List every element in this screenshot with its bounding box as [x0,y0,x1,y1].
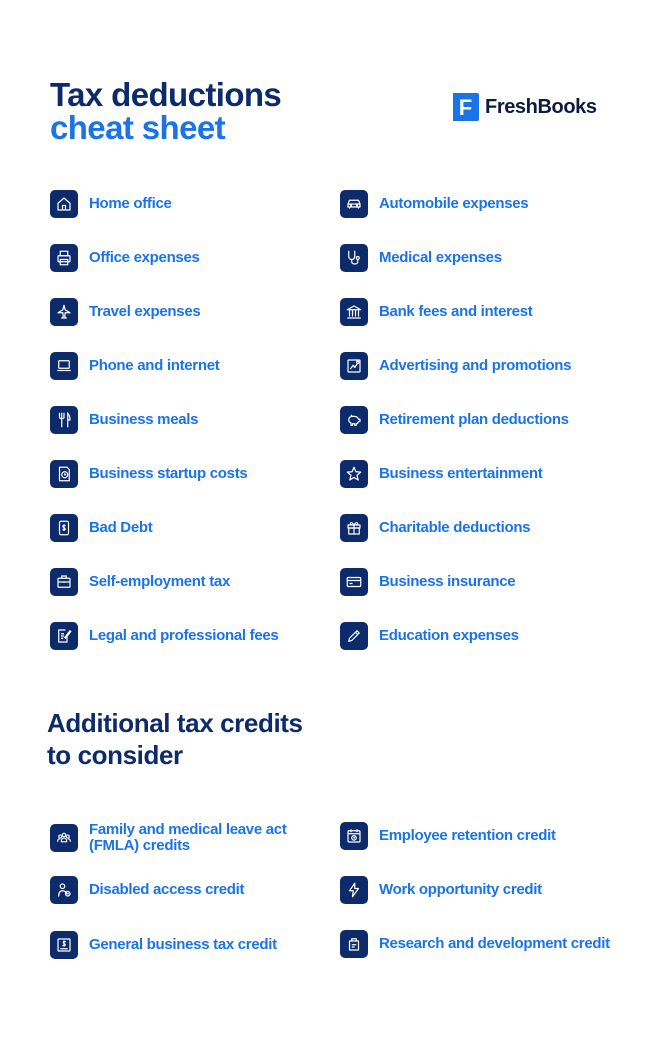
deduction-automobile [340,190,528,218]
chart-icon [340,352,368,380]
family-icon [50,824,78,852]
credits-heading-line-1: Additional tax credits [47,708,303,738]
deduction-legal-fees [50,622,278,650]
deduction-home-office [50,190,172,218]
star-icon [340,460,368,488]
deduction-entertainment [340,460,542,488]
deduction-label: Business startup costs [89,465,248,482]
tax-doc-icon [50,931,78,959]
card-icon [340,568,368,596]
credit-label: Employee retention credit [379,827,556,844]
piggy-bank-icon [340,406,368,434]
deduction-label: Office expenses [89,249,200,266]
deduction-education [340,622,519,650]
freshbooks-logo [449,91,597,123]
home-icon [50,190,78,218]
credit-label: Family and medical leave act (FMLA) credits [89,821,287,854]
deduction-label: Bad Debt [89,519,153,536]
deduction-label: Business entertainment [379,465,543,482]
accessibility-icon [50,876,78,904]
svg-text:F: F [458,95,473,120]
deduction-label: Bank fees and interest [379,303,533,320]
credits-heading-line-2: to consider [47,740,183,770]
deduction-business-meals [50,406,198,434]
deduction-label: Travel expenses [89,303,201,320]
car-icon [340,190,368,218]
deduction-label: Charitable deductions [379,519,531,536]
deduction-label: Phone and internet [89,357,220,374]
credit-label: Disabled access credit [89,881,245,898]
credit-research-development [340,930,610,958]
credit-fmla [50,823,289,853]
deduction-travel-expenses [50,298,200,326]
deduction-startup-costs [50,460,247,488]
deduction-office-expenses [50,244,200,272]
deduction-medical [340,244,502,272]
deduction-label: Home office [89,195,172,212]
stethoscope-icon [340,244,368,272]
legal-doc-icon [50,622,78,650]
deduction-phone-internet [50,352,219,380]
brand-name: FreshBooks [485,95,597,118]
credit-employee-retention [340,822,556,850]
clipboard-icon [340,930,368,958]
lightning-icon [340,876,368,904]
deduction-label: Medical expenses [379,249,502,266]
deduction-insurance [340,568,515,596]
utensils-icon [50,406,78,434]
calendar-icon [340,822,368,850]
deduction-bad-debt [50,514,152,542]
deduction-self-employment-tax [50,568,230,596]
deduction-label: Legal and professional fees [89,627,279,644]
deduction-label: Automobile expenses [379,195,529,212]
gift-icon [340,514,368,542]
page-title [50,78,281,144]
deduction-label: Self-employment tax [89,573,231,590]
credit-label: General business tax credit [89,936,277,953]
bank-icon [340,298,368,326]
deduction-label: Business insurance [379,573,516,590]
credit-label: Work opportunity credit [379,881,542,898]
deduction-label: Education expenses [379,627,519,644]
deduction-label: Retirement plan deductions [379,411,569,428]
title-line-1: Tax deductions [50,76,282,113]
plane-icon [50,298,78,326]
laptop-icon [50,352,78,380]
credit-work-opportunity [340,876,542,904]
deduction-retirement [340,406,569,434]
deduction-advertising [340,352,571,380]
briefcase-icon [50,568,78,596]
printer-icon [50,244,78,272]
credit-general-business [50,930,289,960]
deduction-charitable [340,514,530,542]
title-line-2: cheat sheet [50,109,225,146]
deduction-bank-fees [340,298,532,326]
credits-heading [47,707,303,771]
freshbooks-logo-icon [449,91,481,123]
startup-icon [50,460,78,488]
credit-disabled-access [50,876,244,904]
deduction-label: Business meals [89,411,199,428]
credit-label: Research and development credit [379,935,610,952]
dollar-doc-icon [50,514,78,542]
pencil-icon [340,622,368,650]
deduction-label: Advertising and promotions [379,357,572,374]
